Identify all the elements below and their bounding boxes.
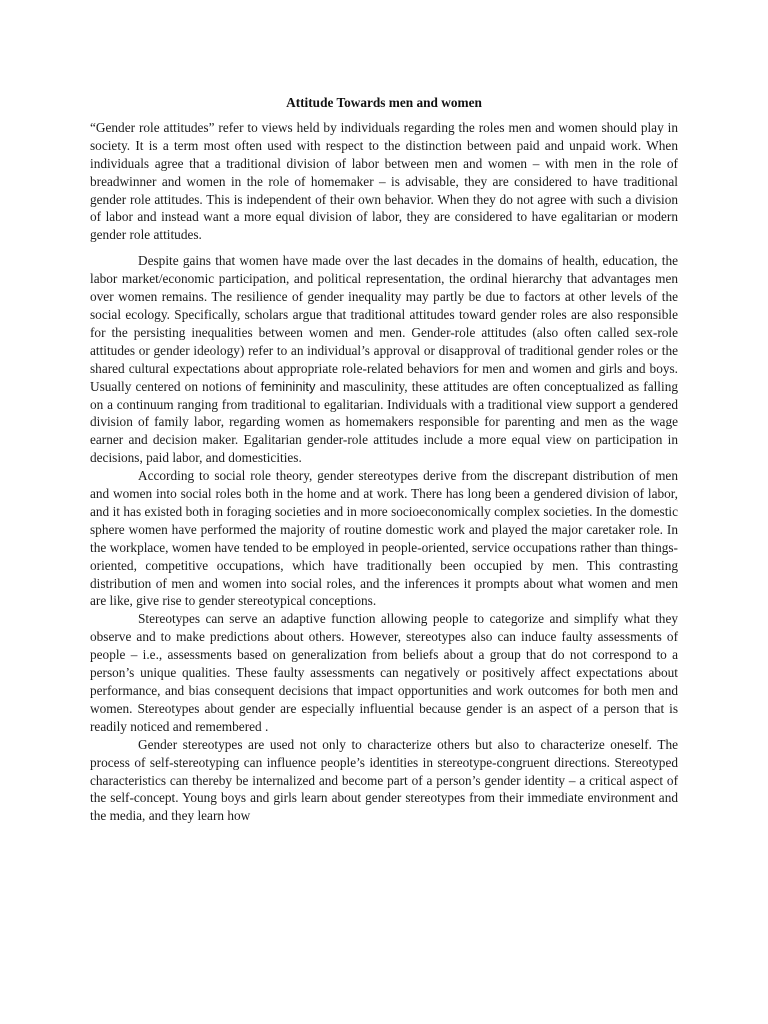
femininity-term: femininity <box>260 378 316 394</box>
document-body <box>90 94 678 825</box>
paragraph-2-text-end: and masculinity, these attitudes are often conceptualized as falling on a continuum ranging from traditional to egalitarian. Individuals with a traditional view support a gendered division of family labor, regarding women as homemakers responsible for parenting and men as the wage earner and decision maker. Egalitarian gender-role attitudes include a more equal view on participation in decisions, paid labor, and domesticities. <box>90 378 678 466</box>
paragraph-2 <box>90 252 678 467</box>
paragraph-5: Gender stereotypes are used not only to characterize others but also to characterize oneself. The process of self-stereotyping can influence people’s identities in stereotype-congruent directions. Stereotyped characteristics can thereby be internalized and become part of a person’s gender identity – a critical aspect of the self-concept. Young boys and girls learn about gender stereotypes from their immediate environment and the media, and they learn how <box>90 736 678 824</box>
paragraph-4: Stereotypes can serve an adaptive function allowing people to categorize and simplify what they observe and to make predictions about others. However, stereotypes also can induce faulty assessments of people – i.e., assessments based on generalization from beliefs about a group that do not correspond to a person’s unique qualities. These faulty assessments can negatively or positively affect expectations about performance, and bias consequent decisions that impact opportunities and work outcomes for both men and women. Stereotypes about gender are especially influential because gender is an aspect of a person that is readily noticed and remembered . <box>90 611 678 734</box>
paragraph-3: According to social role theory, gender stereotypes derive from the discrepant distribution of men and women into social roles both in the home and at work. There has long been a gendered division of labor, and it has existed both in foraging societies and in more socioeconomically complex societies. In the domestic sphere women have performed the majority of routine domestic work and played the major caretaker role. In the workplace, women have tended to be employed in people-oriented, service occupations rather than things-oriented, competitive occupations, which have traditionally been occupied by men. This contrasting distribution of men and women into social roles, and the inferences it prompts about what women and men are like, give rise to gender stereotypical conceptions. <box>90 468 678 609</box>
paragraph-1: “Gender role attitudes” refer to views held by individuals regarding the roles men and women should play in society. It is a term most often used with respect to the distinction between paid and unpaid work. When individuals agree that a traditional division of labor between men and women – with men in the role of breadwinner and women in the role of homemaker – is advisable, they are considered to have traditional gender role attitudes. This is independent of their own behavior. When they do not agree with such a division of labor and instead want a more equal division of labor, they are considered to have egalitarian or modern gender role attitudes. <box>90 119 678 243</box>
paragraph-2-text-start: Despite gains that women have made over the last decades in the domains of health, education, the labor market/economic participation, and political representation, the ordinal hierarchy that advantages men over women remains. The resilience of gender inequality may partly be due to factors at other levels of the social ecology. Specifically, scholars argue that traditional attitudes toward gender roles are also responsible for the persisting inequalities between women and men. Gender-role attitudes (also often called sex-role attitudes or gender ideology) refer to an individual’s approval or disapproval of traditional gender roles or the shared cultural expectations about appropriate role-related behaviors for men and women and girls and boys. Usually centered on notions of <box>90 253 678 394</box>
document-title: Attitude Towards men and women <box>286 95 482 110</box>
